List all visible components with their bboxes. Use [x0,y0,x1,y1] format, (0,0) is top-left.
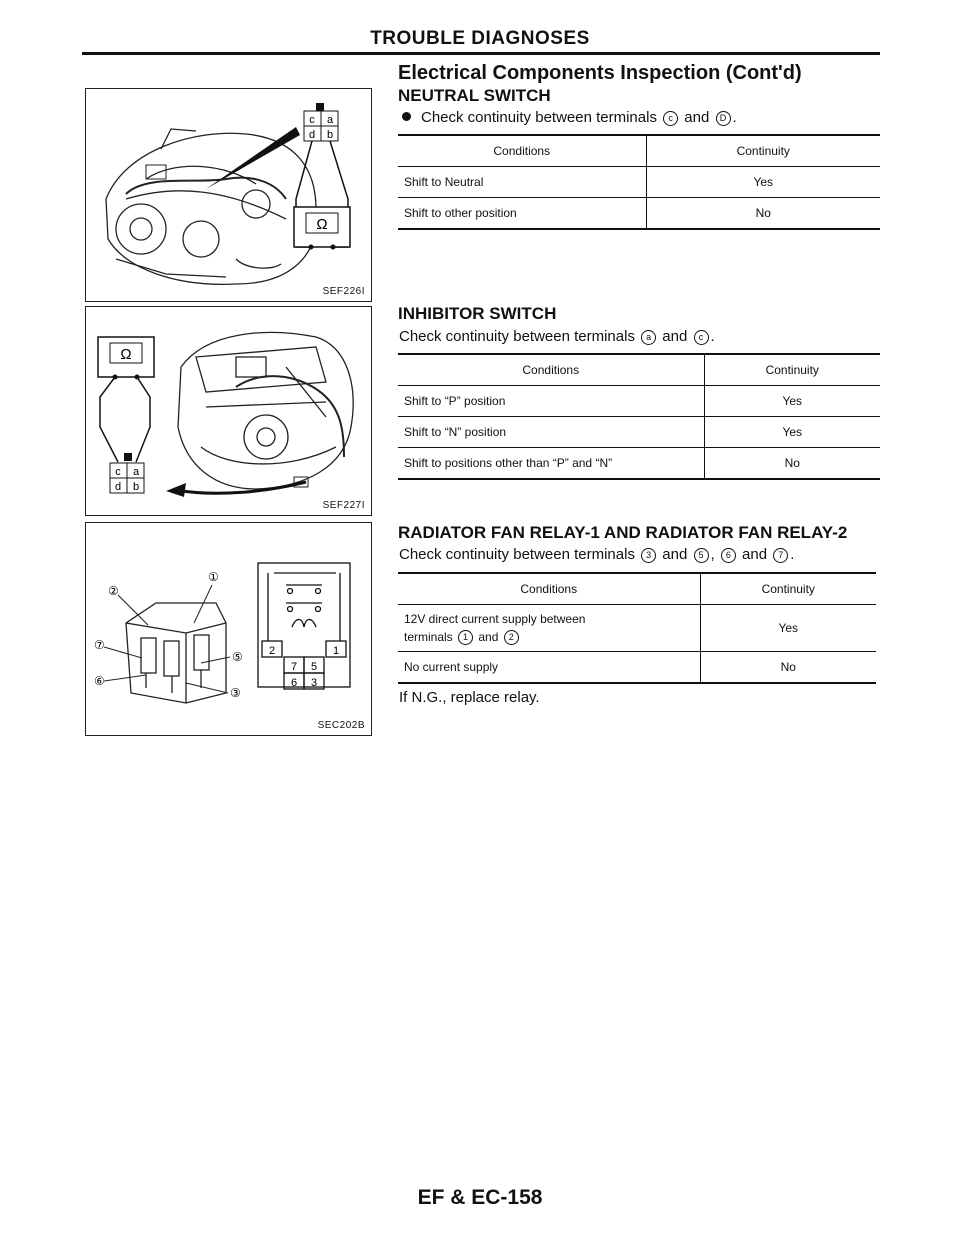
svg-text:d: d [114,481,122,493]
ohmmeter-icon [294,207,350,250]
figure-inhibitor-switch [85,306,372,516]
terminal-a: a [641,330,656,345]
inhibitor-instruction: Check continuity between terminals a and c . [399,328,715,345]
neutral-instruction: Check continuity between terminals c and D . [402,109,737,126]
terminal-5: ⑤ [232,650,243,664]
connector-icon [304,111,338,141]
page-number: EF & EC-158 [417,1186,543,1209]
figure-code: SEF226I [322,286,365,297]
figure-code: SEF227I [322,500,365,511]
pin-b: b [326,129,334,141]
svg-text:5: 5 [310,661,318,673]
ohmmeter-icon [98,337,154,380]
table-row: Shift to “N” position Yes [398,417,880,448]
table-row: Shift to “P” position Yes [398,386,880,417]
terminal-1: ① [208,570,219,584]
relay-diagram-icon [258,563,350,689]
neutral-switch-title: NEUTRAL SWITCH [398,86,551,105]
terminal-2: ② [108,584,119,598]
table-row: Shift to Neutral Yes [398,167,880,198]
terminal-d: D [716,111,731,126]
inhibitor-switch-title: INHIBITOR SWITCH [398,304,557,323]
page-header-title: TROUBLE DIAGNOSES [370,28,590,49]
fan-relay-instruction: Check continuity between terminals 3 and 5 , 6 and 7 . [399,546,795,563]
svg-text:1: 1 [332,645,340,657]
col-continuity: Continuity [704,354,880,386]
pin-d: d [308,129,316,141]
terminal-7: ⑦ [94,638,105,652]
connector-icon [110,463,144,493]
bullet-icon [402,112,411,121]
col-continuity: Continuity [646,135,880,167]
svg-text:3: 3 [310,677,318,689]
svg-text:c: c [115,466,121,478]
terminal-6: ⑥ [94,674,105,688]
fan-relay-title: RADIATOR FAN RELAY-1 AND RADIATOR FAN RELAY-2 [398,523,848,542]
table-row: 12V direct current supply between terminals 1 and 2 Yes [398,605,876,652]
transmission-illustration [86,89,371,301]
pin-a: a [326,114,334,126]
table-row: Shift to positions other than “P” and “N” No [398,448,880,480]
figure-fan-relay [85,522,372,736]
neutral-switch-table [398,134,880,230]
col-conditions: Conditions [398,573,700,605]
engine-illustration [86,307,371,515]
terminal-c: c [663,111,678,126]
terminal-c: c [694,330,709,345]
svg-text:6: 6 [290,677,298,689]
svg-text:Ω: Ω [316,216,328,233]
col-conditions: Conditions [398,135,646,167]
figure-code: SEC202B [317,720,365,731]
svg-text:7: 7 [290,661,298,673]
header-rule [82,52,880,55]
terminal-3: ③ [230,686,241,700]
svg-text:b: b [132,481,140,493]
figure-neutral-switch [85,88,372,302]
inhibitor-switch-table [398,353,880,480]
table-row: No current supply No [398,652,876,684]
col-continuity: Continuity [700,573,876,605]
table-row: Shift to other position No [398,198,880,230]
svg-text:Ω: Ω [120,346,132,363]
main-title: Electrical Components Inspection (Cont'd) [398,62,802,84]
fan-relay-note: If N.G., replace relay. [399,689,540,706]
svg-text:a: a [132,466,140,478]
fan-relay-table [398,572,876,684]
svg-text:2: 2 [268,645,276,657]
col-conditions: Conditions [398,354,704,386]
pin-c: c [309,114,315,126]
relay-illustration [86,523,371,735]
